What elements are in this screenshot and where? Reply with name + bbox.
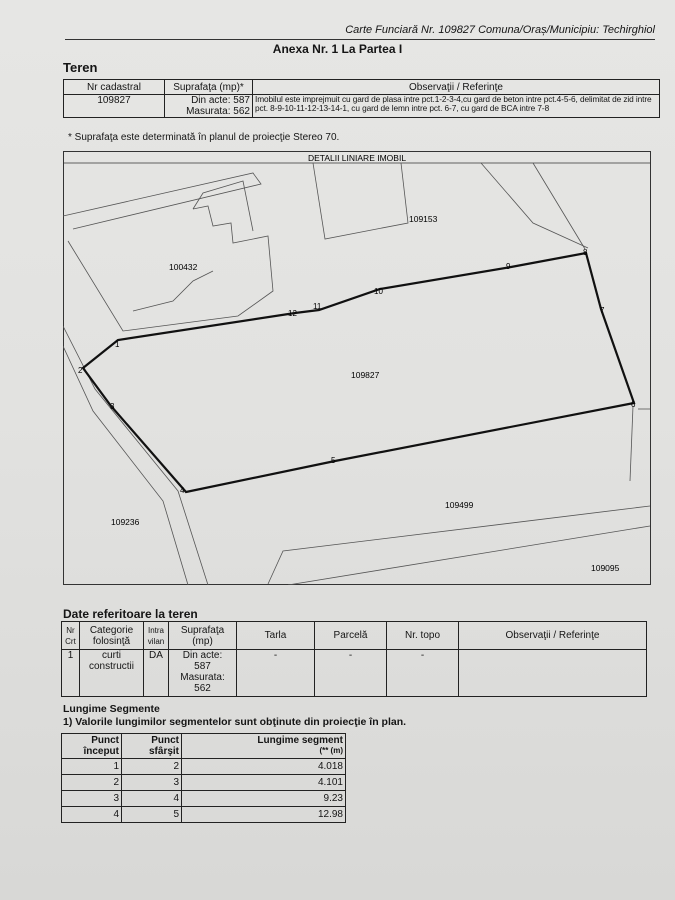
neighbor-109236-edge (63, 326, 208, 585)
col-nr-topo: Nr. topo (387, 622, 459, 650)
map-frame (64, 152, 651, 585)
row-nr-topo: - (387, 650, 459, 697)
point-1: 1 (115, 340, 120, 349)
stereo-note: * Suprafaţa este determinată în planul de proiecţie Stereo 70. (68, 132, 340, 143)
teren-heading: Teren (63, 60, 98, 75)
neighbor-109153-outline (313, 163, 408, 239)
point-6: 6 (631, 400, 636, 409)
lungime-subtitle: 1) Valorile lungimilor segmentelor sunt obţinute din proiecţie în plan. (63, 716, 407, 728)
row-observatii (459, 650, 647, 697)
lungime-table (61, 733, 346, 823)
row-categorie: curti constructii (80, 650, 144, 697)
suprafata-value (165, 95, 253, 118)
suprafata-masurata: Masurata: 562 (186, 106, 250, 117)
date-teren-table (61, 621, 647, 697)
col-punct-inceput: Punct început (62, 734, 122, 759)
neighbor-strip-top (63, 173, 261, 229)
teren-table-header (64, 80, 660, 95)
col-intravilan: Intra vilan (144, 622, 169, 650)
col-observatii-ref: Observaţii / Referinţe (459, 622, 647, 650)
date-teren-heading: Date referitoare la teren (63, 607, 198, 621)
point-11: 11 (313, 302, 322, 311)
col-nr-crt: Nr Crt (62, 622, 80, 650)
neighbor-label-100432: 100432 (169, 262, 198, 272)
col-suprafata: Suprafaţa (mp)* (165, 80, 253, 95)
date-teren-row (62, 650, 647, 697)
row-parcela: - (315, 650, 387, 697)
col-punct-sfarsit: Punct sfârşit (122, 734, 182, 759)
row-intravilan: DA (144, 650, 169, 697)
suprafata-acte: Din acte: 587 (191, 95, 250, 106)
neighbor-109236-edge2 (63, 346, 188, 585)
neighbor-label-109236: 109236 (111, 517, 140, 527)
row-tarla: - (237, 650, 315, 697)
table-row: 4 5 12.98 (62, 807, 346, 823)
point-2: 2 (78, 366, 83, 375)
cadastral-map (63, 151, 651, 585)
table-row: 3 4 9.23 (62, 791, 346, 807)
neighbor-109153-diagonal (481, 163, 588, 248)
point-7: 7 (600, 306, 605, 315)
lungime-header (62, 734, 346, 759)
teren-table-row (64, 95, 660, 118)
map-title: DETALII LINIARE IMOBIL (307, 153, 407, 163)
neighbor-100432-inner (193, 181, 253, 231)
nr-cadastral-value: 109827 (64, 95, 165, 118)
col-observatii: Observaţii / Referinţe (253, 80, 660, 95)
neighbor-109095-line (288, 526, 650, 585)
point-3: 3 (110, 402, 115, 411)
point-8: 8 (583, 248, 588, 257)
point-5: 5 (331, 456, 336, 465)
neighbor-label-109499: 109499 (445, 500, 474, 510)
teren-table (63, 79, 660, 118)
date-teren-header (62, 622, 647, 650)
neighbor-label-109095: 109095 (591, 563, 620, 573)
row-suprafata: Din acte: 587 Masurata: 562 (169, 650, 237, 697)
point-9: 9 (506, 262, 511, 271)
carte-funciara-header: Carte Funciară Nr. 109827 Comuna/Oraș/Municipiu: Techirghiol (345, 24, 655, 36)
point-4: 4 (180, 486, 185, 495)
col-parcela: Parcelă (315, 622, 387, 650)
row-nr: 1 (62, 650, 80, 697)
parcel-label-109827: 109827 (351, 370, 380, 380)
anexa-title: Anexa Nr. 1 La Partea I (272, 42, 403, 56)
col-nr-cadastral: Nr cadastral (64, 80, 165, 95)
col-suprafata-mp: Suprafaţa (mp) (169, 622, 237, 650)
neighbor-100432-building (133, 271, 213, 311)
table-row: 1 2 4.018 (62, 759, 346, 775)
col-tarla: Tarla (237, 622, 315, 650)
col-lungime: Lungime segment (** (m) (182, 734, 346, 759)
neighbor-diagonal-2 (533, 163, 585, 249)
point-10: 10 (374, 287, 383, 296)
neighbor-label-109153: 109153 (409, 214, 438, 224)
table-row: 2 3 4.101 (62, 775, 346, 791)
header-rule (65, 39, 655, 40)
neighbor-109499-right (630, 406, 633, 481)
lungime-heading: Lungime Segmente (63, 703, 160, 715)
col-categorie: Categorie folosinţă (80, 622, 144, 650)
point-12: 12 (288, 309, 297, 318)
observatii-value: Imobilul este imprejmuit cu gard de plasa intre pct.1-2-3-4,cu gard de beton intre pct.4-5-6, delimitat de zid intre pct. 8-9-10-11-12-13-14-1, cu gard de lemn intre pct. 6-7, cu gard de BCA intre 7-8 (253, 95, 660, 118)
